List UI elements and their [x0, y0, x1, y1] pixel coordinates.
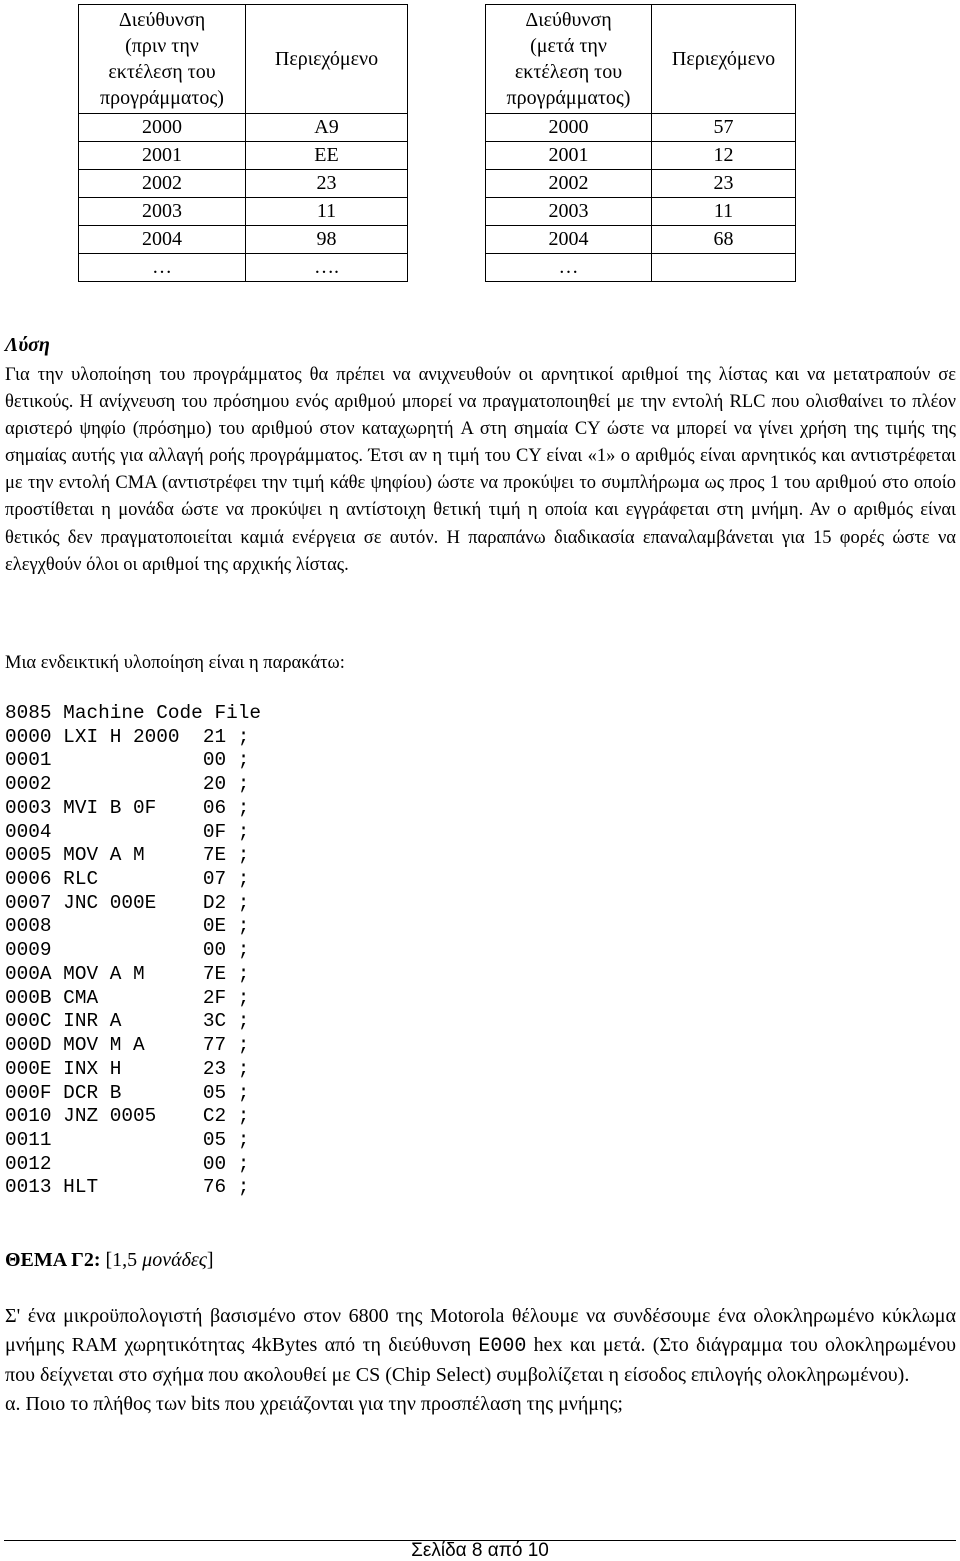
table-row: [486, 170, 796, 198]
table-row: [486, 226, 796, 254]
header-line: προγράμματος): [100, 87, 224, 109]
content-cell: EE: [246, 142, 408, 170]
code-line: 0013 HLT 76 ;: [5, 1176, 250, 1199]
code-line: 0000 LXI H 2000 21 ;: [5, 725, 250, 748]
code-line: 0007 JNC 000E D2 ;: [5, 891, 250, 914]
code-line: 000F DCR B 05 ;: [5, 1081, 250, 1104]
table-row: [79, 226, 408, 254]
content-cell: 98: [246, 226, 408, 254]
code-line: 0008 0E ;: [5, 915, 250, 938]
table-row: [486, 198, 796, 226]
memory-table-after: [485, 4, 796, 282]
code-line: 0011 05 ;: [5, 1128, 250, 1151]
table-row: [79, 114, 408, 142]
code-line: 000C INR A 3C ;: [5, 1010, 250, 1033]
memory-table-before: [78, 4, 408, 282]
address-cell: 2002: [79, 170, 246, 198]
address-cell: 2000: [79, 114, 246, 142]
points-close: ]: [206, 1249, 214, 1271]
code-line: 0003 MVI B 0F 06 ;: [5, 796, 250, 819]
header-line: προγράμματος): [506, 87, 631, 109]
address-header-before: [79, 5, 246, 114]
content-cell: ….: [246, 254, 408, 282]
content-cell: 11: [652, 198, 796, 226]
solution-paragraph: Για την υλοποίηση του προγράμματος θα πρέπει να ανιχνευθούν οι αρνητικοί αριθμοί της λίστας και να μετατραπούν σε θετικούς. Η ανίχνευση του πρόσημου ενός αριθμού μπορεί να πραγματοποιηθεί με την εντολή RLC που ολισθαίνει το πλέον αριστερό ψηφίο (πρόσημο) του αριθμού στον καταχωρητή A στη σημαία CY ώστε να μπορεί να γίνει χρήση της τιμής της σημαίας αυτής για αλλαγή ροής προγράμματος. Έτσι αν η τιμή του CY είναι «1» ο αριθμός είναι αρνητικός και αντιστρέφεται με την εντολή CMA (αντιστρέφει την τιμή κάθε ψηφίου) ώστε να προκύψει το συμπλήρωμα ως προς 1 του αριθμού στο οποίο προστίθεται η μονάδα ώστε να προκύψει η αντίστοιχη θετική τιμή η οποία και εγγράφεται στη μνήμη. Αν ο αριθμός είναι θετικός δεν πραγματοποιείται καμιά ενέργεια σε αυτόν. Η παραπάνω διαδικασία επαναλαμβάνεται για 15 φορές ώστε να ελεγχθούν όλοι οι αριθμοί της αρχικής λίστας.: [5, 365, 956, 575]
code-line: 0005 MOV A M 7E ;: [5, 844, 250, 867]
address-cell: 2001: [486, 142, 652, 170]
table-row: [79, 142, 408, 170]
code-line: 0001 00 ;: [5, 749, 250, 772]
question-text-part1: Σ' ένα μικροϋπολογιστή βασισμένο στον 6800 της Motorola θέλουμε να συνδέσουμε ένα ολοκληρωμένο κύκλωμα μνήμης RAM χωρητικότητας 4kBytes από τη διεύθυνση: [5, 1305, 956, 1356]
content-cell: 57: [652, 114, 796, 142]
points-unit: μονάδες: [142, 1249, 207, 1271]
code-line: 0006 RLC 07 ;: [5, 868, 250, 891]
code-line: 8085 Machine Code File: [5, 702, 261, 724]
address-cell: 2004: [486, 226, 652, 254]
content-cell: [652, 254, 796, 282]
address-cell: 2001: [79, 142, 246, 170]
address-cell: 2003: [486, 198, 652, 226]
question-label: ΘΕΜΑ Γ2:: [5, 1249, 101, 1271]
table-row: [79, 198, 408, 226]
address-cell: 2004: [79, 226, 246, 254]
code-line: 0010 JNZ 0005 C2 ;: [5, 1105, 250, 1128]
question-text-part2: hex και μετά. (Στο διάγραμμα του ολοκληρωμένου που δείχνεται στο σχήμα που ακολουθεί με CS (Chip Select) συμβολίζεται η είσοδος επιλογής ολοκληρωμένου).: [5, 1334, 956, 1386]
code-line: 000A MOV A M 7E ;: [5, 962, 250, 985]
subquestion-a: α. Ποιο το πλήθος των bits που χρειάζονται για την προσπέλαση της μνήμης;: [5, 1393, 623, 1415]
code-line: 000B CMA 2F ;: [5, 986, 250, 1009]
machine-code-listing: [5, 702, 261, 1200]
header-line: (πριν την: [125, 35, 199, 57]
question-heading: [5, 1249, 214, 1272]
code-line: 000E INX H 23 ;: [5, 1057, 250, 1080]
code-line: 000D MOV M A 77 ;: [5, 1034, 250, 1057]
content-cell: 23: [652, 170, 796, 198]
address-header-after: [486, 5, 652, 114]
address-cell: …: [79, 254, 246, 282]
content-cell: 11: [246, 198, 408, 226]
memory-address: E000: [478, 1335, 527, 1358]
header-line: εκτέλεση του: [108, 61, 216, 83]
table-row: [486, 114, 796, 142]
code-line: 0004 0F ;: [5, 820, 250, 843]
code-line: 0002 20 ;: [5, 773, 250, 796]
address-cell: 2002: [486, 170, 652, 198]
address-cell: …: [486, 254, 652, 282]
address-cell: 2003: [79, 198, 246, 226]
content-cell: A9: [246, 114, 408, 142]
header-line: (μετά την: [530, 35, 607, 57]
code-line: 0009 00 ;: [5, 939, 250, 962]
table-row: [486, 142, 796, 170]
code-line: 0012 00 ;: [5, 1152, 250, 1175]
header-line: Διεύθυνση: [525, 9, 612, 31]
implementation-intro: Μια ενδεικτική υλοποίηση είναι η παρακάτω:: [5, 653, 345, 673]
table-row: [486, 254, 796, 282]
solution-title: Λύση: [5, 334, 50, 356]
header-line: Διεύθυνση: [118, 9, 206, 31]
page-number: Σελίδα 8 από 10: [411, 1540, 549, 1561]
content-cell: 12: [652, 142, 796, 170]
content-cell: 23: [246, 170, 408, 198]
address-cell: 2000: [486, 114, 652, 142]
content-cell: 68: [652, 226, 796, 254]
table-row: [79, 170, 408, 198]
question-text: [5, 1302, 956, 1419]
header-line: εκτέλεση του: [514, 61, 623, 83]
table-row: [79, 254, 408, 282]
points-open: [1,5: [105, 1249, 143, 1271]
content-header-after: Περιεχόμενο: [652, 5, 796, 114]
content-header-before: Περιεχόμενο: [246, 5, 408, 114]
